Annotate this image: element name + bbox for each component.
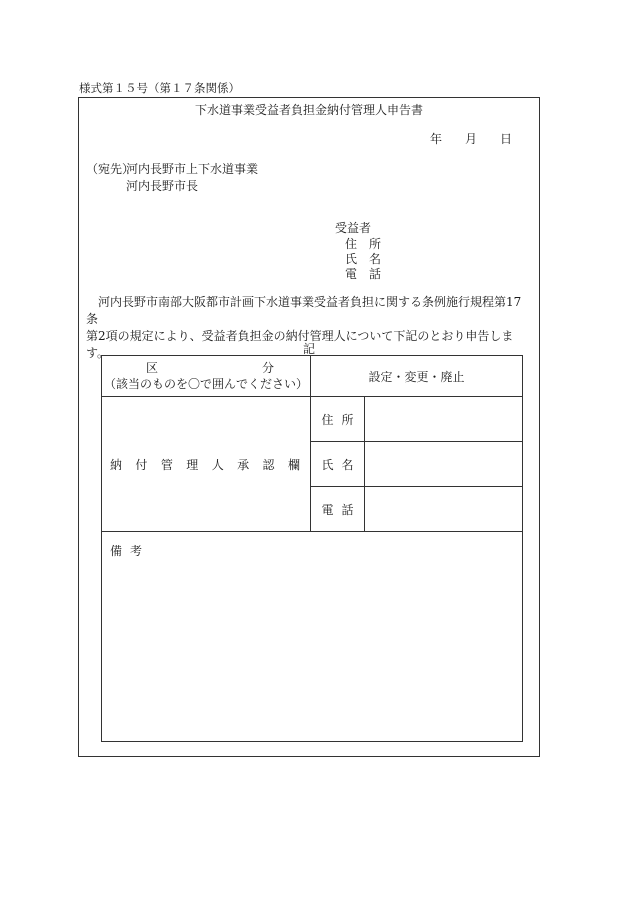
manager-name-label: 氏名	[311, 442, 365, 487]
status-options-cell[interactable]	[311, 356, 523, 397]
category-label-right: 分	[261, 361, 274, 375]
date-month: 月	[465, 132, 478, 146]
addressee-label: （宛先）	[86, 162, 135, 176]
manager-phone-field[interactable]	[365, 487, 523, 532]
declaration-line-2: 第2項の規定により、受益者負担金の納付管理人について下記のとおり申告します。	[86, 329, 514, 360]
date-day: 日	[500, 132, 513, 146]
category-label-left: 区	[146, 361, 159, 375]
remarks-label: 備考	[110, 544, 151, 558]
status-options: 設定・変更・廃止	[368, 369, 465, 384]
approval-char-8: 欄	[287, 457, 300, 472]
approval-section-cell	[102, 397, 311, 532]
addressee-line-2: 河内長野市長	[126, 179, 199, 193]
beneficiary-name-label: 氏 名	[345, 252, 382, 266]
addressee-line-1: 河内長野市上下水道事業	[126, 162, 259, 176]
approval-char-3: 管	[160, 457, 173, 472]
approval-char-4: 理	[186, 457, 199, 472]
beneficiary-heading: 受益者	[335, 221, 372, 235]
approval-char-6: 承	[237, 457, 250, 472]
beneficiary-phone-label: 電 話	[345, 267, 382, 281]
approval-char-5: 人	[211, 457, 224, 472]
remarks-field[interactable]	[102, 532, 523, 742]
ki-heading: 記	[303, 342, 316, 356]
document-title: 下水道事業受益者負担金納付管理人申告書	[194, 103, 423, 117]
manager-name-field[interactable]	[365, 442, 523, 487]
approval-section-label	[110, 456, 300, 473]
declaration-table	[101, 355, 523, 742]
beneficiary-address-label: 住 所	[345, 237, 382, 251]
manager-phone-label: 電話	[311, 487, 365, 532]
approval-char-2: 付	[135, 457, 148, 472]
category-note: （該当のものを〇で囲んでください）	[103, 377, 308, 391]
form-number: 様式第１５号（第１７条関係）	[79, 81, 240, 95]
manager-address-field[interactable]	[365, 397, 523, 442]
date-year: 年	[430, 132, 443, 146]
manager-address-label: 住所	[311, 397, 365, 442]
category-header-cell	[102, 356, 311, 397]
approval-char-7: 認	[262, 457, 275, 472]
approval-char-1: 納	[110, 457, 123, 472]
declaration-line-1: 河内長野市南部大阪都市計画下水道事業受益者負担に関する条例施行規程第17条	[86, 295, 522, 326]
